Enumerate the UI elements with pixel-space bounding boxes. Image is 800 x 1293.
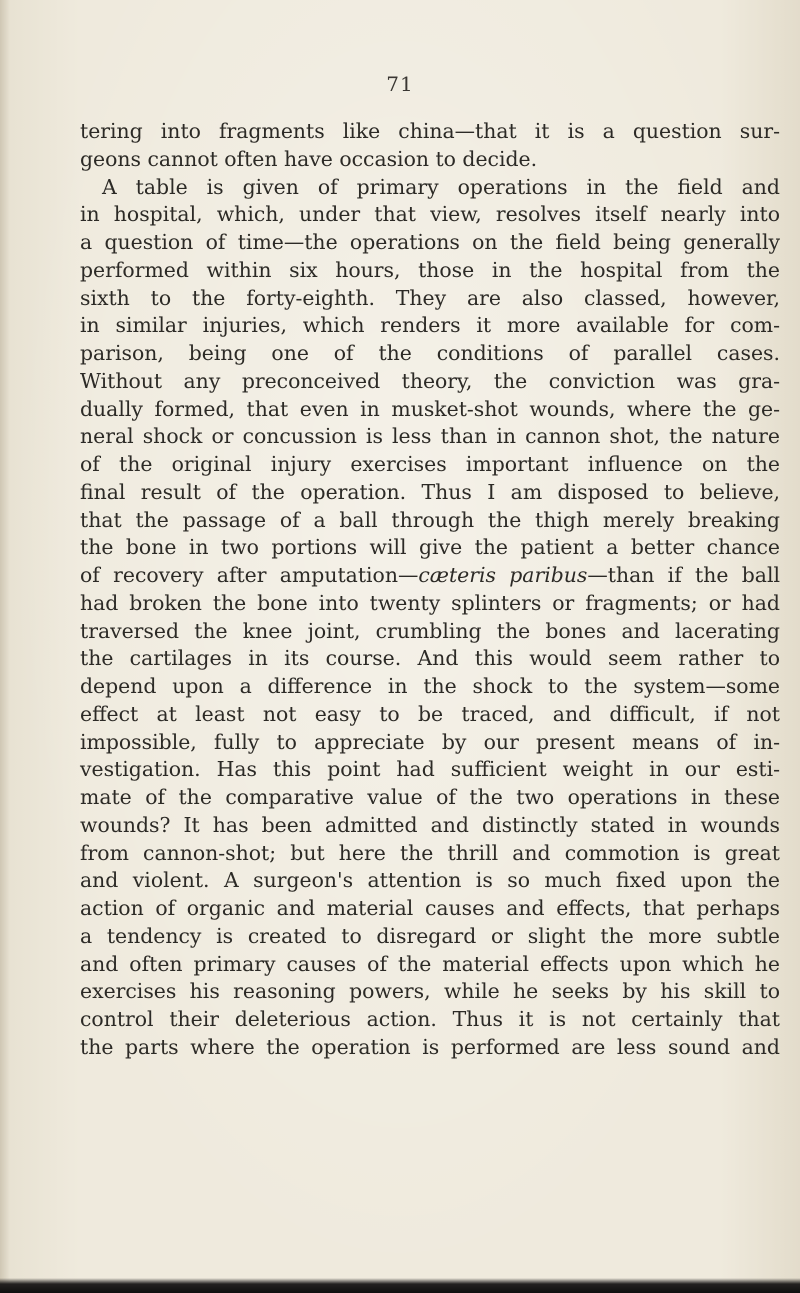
text-line: depend upon a difference in the shock to the system—some xyxy=(80,674,780,698)
body-text xyxy=(80,118,780,1062)
text-line: impossible, fully to appreciate by our present means of in- xyxy=(80,729,780,754)
page-left-edge-shadow xyxy=(0,0,10,1293)
text-line: neral shock or concussion is less than in cannon shot, the nature xyxy=(80,424,780,449)
text-line-with-latin xyxy=(80,562,780,590)
text-line: traversed the knee joint, crumbling the bones and lacerating xyxy=(80,618,780,643)
text-line: had broken the bone into twenty splinters or fragments; or had xyxy=(80,590,780,615)
text-line: final result of the operation. Thus I am disposed to believe, xyxy=(80,479,780,504)
text-line: vestigation. Has this point had sufficient weight in our esti- xyxy=(80,757,780,782)
text-line: control their deleterious action. Thus it is not certainly that xyxy=(80,1007,780,1031)
text-line: a tendency is created to disregard or slight the more subtle xyxy=(80,923,780,948)
text-line: and often primary causes of the material effects upon which he xyxy=(80,951,780,976)
text-line: effect at least not easy to be traced, and difficult, if not xyxy=(80,701,780,726)
text-line: of the original injury exercises important influence on the xyxy=(80,452,780,476)
text-line: that the passage of a ball through the thigh merely breaking xyxy=(80,507,780,532)
text-line: exercises his reasoning powers, while he seeks by his skill to xyxy=(80,979,780,1004)
text-line: tering into fragments like china—that it is a question sur- xyxy=(80,119,780,143)
text-line: wounds? It has been admitted and distinctly stated in wounds xyxy=(80,812,780,837)
text-line: performed within six hours, those in the hospital from the xyxy=(80,257,780,282)
text-fragment: —than if the ball xyxy=(587,563,780,587)
page-bottom-edge xyxy=(0,1278,800,1293)
text-line: in hospital, which, under that view, resolves itself nearly into xyxy=(80,202,780,227)
text-line: parison, being one of the conditions of parallel cases. xyxy=(80,341,780,365)
text-line: geons cannot often have occasion to decide. xyxy=(80,146,538,171)
page-number: 71 xyxy=(386,72,414,96)
text-line: the parts where the operation is performed are less sound and xyxy=(80,1034,780,1059)
text-line: from cannon-shot; but here the thrill and commotion is great xyxy=(80,840,780,865)
latin-phrase: cæteris paribus xyxy=(418,563,588,587)
text-line: mate of the comparative value of the two operations in these xyxy=(80,785,780,809)
text-line: and violent. A surgeon's attention is so much fixed upon the xyxy=(80,868,780,893)
text-line: Without any preconceived theory, the conviction was gra- xyxy=(80,368,780,393)
text-line: action of organic and material causes and effects, that perhaps xyxy=(80,896,780,920)
text-line: a question of time—the operations on the field being generally xyxy=(80,230,780,254)
text-line: dually formed, that even in musket-shot wounds, where the ge- xyxy=(80,396,780,421)
paragraph-start-line: A table is given of primary operations in the field and xyxy=(102,174,780,199)
text-line: in similar injuries, which renders it more available for com- xyxy=(80,313,780,338)
text-line: sixth to the forty-eighth. They are also classed, however, xyxy=(80,285,780,310)
text-fragment: of recovery after amputation— xyxy=(80,563,419,587)
text-line: the cartilages in its course. And this would seem rather to xyxy=(80,646,780,671)
text-line: the bone in two portions will give the patient a better chance xyxy=(80,535,780,560)
